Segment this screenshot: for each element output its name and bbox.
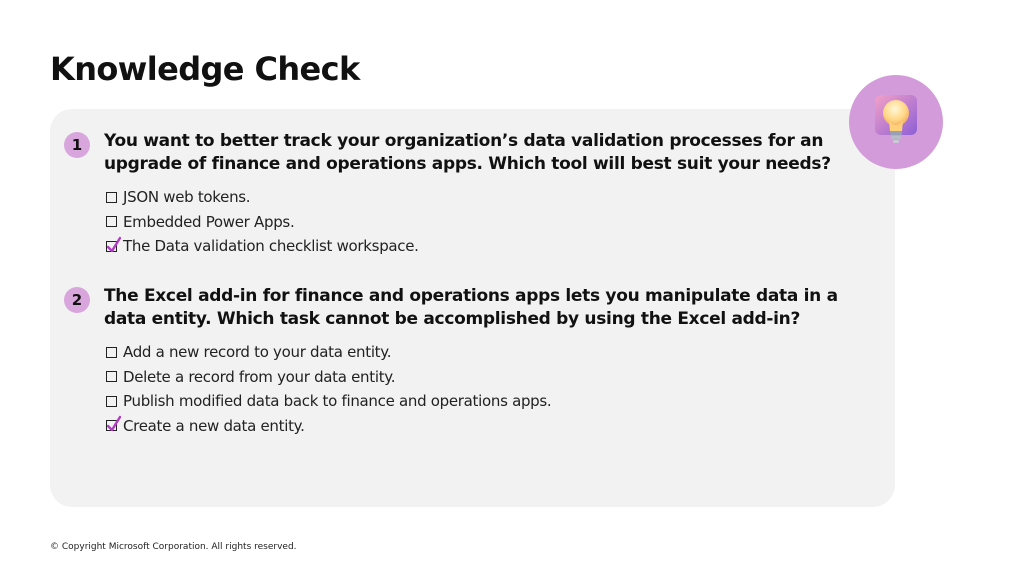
checkbox[interactable] — [106, 347, 117, 358]
checkbox-checked[interactable] — [106, 241, 117, 252]
checkbox-checked[interactable] — [106, 420, 117, 431]
option-label: The Data validation checklist workspace. — [123, 237, 419, 256]
checkmark-icon — [107, 415, 121, 431]
copyright-footer: © Copyright Microsoft Corporation. All rights reserved. — [50, 542, 297, 552]
question-number-badge: 1 — [64, 132, 90, 158]
answer-option-correct[interactable] — [106, 414, 551, 439]
checkbox[interactable] — [106, 396, 117, 407]
question-number-badge: 2 — [64, 287, 90, 313]
answer-option[interactable] — [106, 389, 551, 414]
lightbulb-icon — [873, 93, 919, 151]
question-text: The Excel add-in for finance and operations apps lets you manipulate data in a data entity. Which task cannot be accomplished by using the Excel add-in? — [104, 286, 838, 329]
option-label: Create a new data entity. — [123, 416, 305, 435]
option-label: Delete a record from your data entity. — [123, 367, 396, 386]
answer-options — [106, 340, 551, 438]
question-text: You want to better track your organization’s data validation processes for an upgrade of finance and operations apps. Which tool will best suit your needs? — [104, 131, 831, 174]
answer-option-correct[interactable] — [106, 234, 419, 259]
slide-title: Knowledge Check — [50, 50, 360, 88]
answer-option[interactable] — [106, 185, 419, 210]
option-label: Publish modified data back to finance and operations apps. — [123, 392, 552, 411]
answer-option[interactable] — [106, 365, 551, 390]
option-label: Add a new record to your data entity. — [123, 343, 392, 362]
answer-option[interactable] — [106, 210, 419, 235]
checkmark-icon — [107, 236, 121, 252]
checkbox[interactable] — [106, 192, 117, 203]
option-label: Embedded Power Apps. — [123, 212, 295, 231]
checkbox[interactable] — [106, 216, 117, 227]
option-label: JSON web tokens. — [123, 188, 251, 207]
answer-options — [106, 185, 419, 259]
lightbulb-badge — [849, 75, 943, 169]
answer-option[interactable] — [106, 340, 551, 365]
checkbox[interactable] — [106, 371, 117, 382]
